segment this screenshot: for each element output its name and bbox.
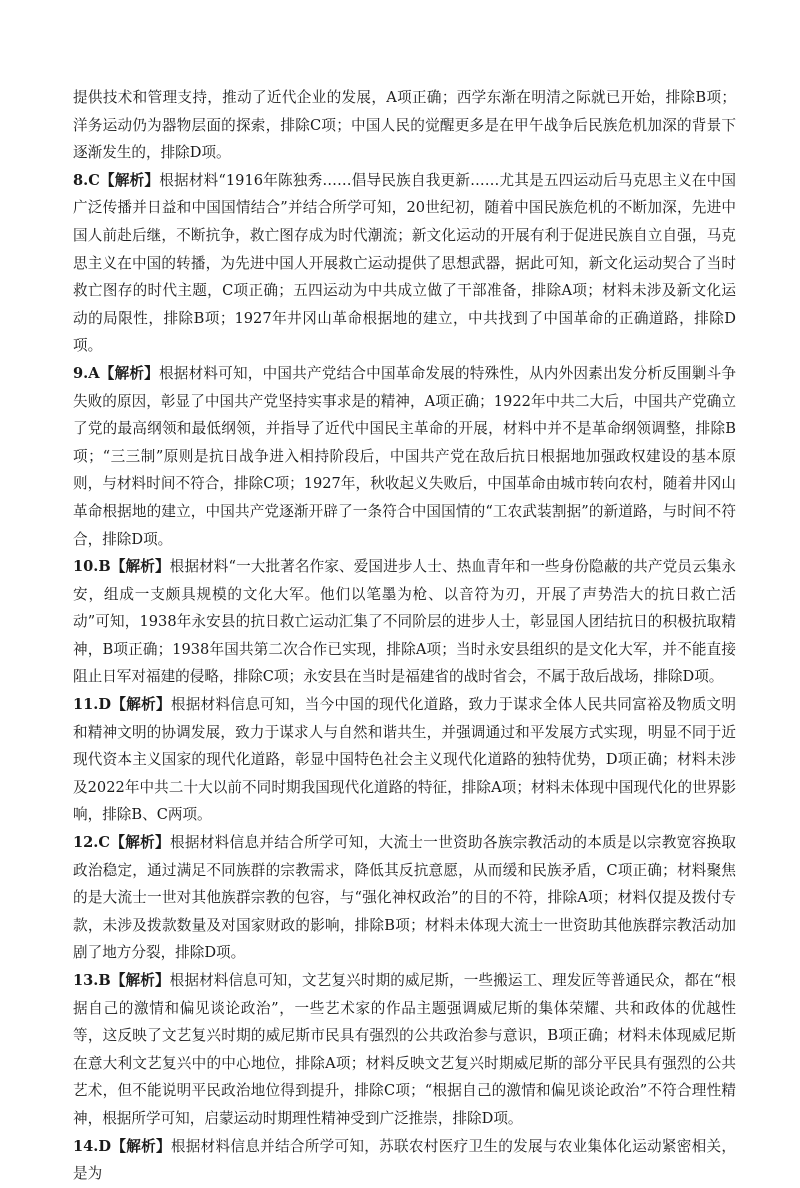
answer-paragraph-10 (73, 553, 736, 691)
answer-paragraph-14 (73, 1133, 736, 1188)
answer-label: 14.D【解析】 (73, 1137, 171, 1155)
answer-paragraph-7-continued (73, 84, 736, 167)
answer-label: 9.A【解析】 (73, 364, 159, 382)
paragraph-text: 根据材料信息并结合所学可知，大流士一世资助各族宗教活动的本质是以宗教宽容换取政治稳定，通过满足不同族群的宗教需求，降低其反抗意愿，从而缓和民族矛盾，C项正确；材料聚焦的是大流士一世对其他族群宗教的包容，与“强化神权政治”的目的不符，排除A项；材料仅提及拨付专款，未涉及拨款数量及对国家财政的影响，排除B项；材料未体现大流士一世资助其他族群宗教活动加剧了地方分裂，排除D项。 (73, 834, 736, 962)
answer-paragraph-8 (73, 167, 736, 360)
answer-paragraph-13 (73, 967, 736, 1133)
paragraph-text: 根据材料“一大批著名作家、爱国进步人士、热血青年和一些身份隐蔽的共产党员云集永安，组成一支颇具规模的文化大军。他们以笔墨为枪、以音符为刃，开展了声势浩大的抗日救亡活动”可知，1938年永安县的抗日救亡运动汇集了不同阶层的进步人士，彰显国人团结抗日的积极抗取精神，B项正确；1938年国共第二次合作已实现，排除A项；当时永安县组织的是文化大军，并不能直接阻止日军对福建的侵略，排除C项；永安县在当时是福建省的战时省会，不属于敌后战场，排除D项。 (73, 558, 736, 686)
paragraph-text: 根据材料“1916年陈独秀……倡导民族自我更新……尤其是五四运动后马克思主义在中国广泛传播并日益和中国国情结合”并结合所学可知，20世纪初，随着中国民族危机的不断加深，先进中国人前赴后继，不断抗争，救亡图存成为时代潮流；新文化运动的开展有利于促进民族自立自强，马克思主义在中国的转播，为先进中国人开展救亡运动提供了思想武器，据此可知，新文化运动契合了当时救亡图存的时代主题，C项正确；五四运动为中共成立做了干部准备，排除A项；材料未涉及新文化运动的局限性，排除B项；1927年井冈山革命根据地的建立，中共找到了中国革命的正确道路，排除D项。 (73, 171, 736, 355)
paragraph-text: 根据材料可知，中国共产党结合中国革命发展的特殊性，从内外因素出发分析反围剿斗争失败的原因，彰显了中国共产党坚持实事求是的精神，A项正确；1922年中共二大后，中国共产党确立了党的最高纲领和最低纲领，并指导了近代中国民主革命的开展，材料中并不是革命纲领调整，排除B项；“三三制”原则是抗日战争进入相持阶段后，中国共产党在敌后抗日根据地加强政权建设的基本原则，与材料时间不符合，排除C项；1927年，秋收起义失败后，中国革命由城市转向农村，随着井冈山革命根据地的建立，中国共产党逐渐开辟了一条符合中国国情的“工农武装割据”的新道路，与时间不符合，排除D项。 (73, 364, 736, 548)
answer-label: 8.C【解析】 (73, 171, 160, 189)
answer-label: 13.B【解析】 (73, 972, 170, 989)
paragraph-text: 提供技术和管理支持，推动了近代企业的发展，A项正确；西学东渐在明清之际就已开始，排除B项；洋务运动仍为器物层面的探索，排除C项；中国人民的觉醒更多是在甲午战争后民族危机加深的背景下逐渐发生的，排除D项。 (73, 89, 736, 162)
paragraph-text: 根据材料信息并结合所学可知，苏联农村医疗卫生的发展与农业集体化运动紧密相关，是为 (73, 1137, 736, 1183)
answer-label: 10.B【解析】 (73, 558, 170, 576)
answer-label: 12.C【解析】 (73, 834, 170, 852)
answer-label: 11.D【解析】 (73, 696, 171, 714)
answer-paragraph-9 (73, 360, 736, 553)
paragraph-text: 根据材料信息可知，当今中国的现代化道路，致力于谋求全体人民共同富裕及物质文明和精神文明的协调发展，致力于谋求人与自然和谐共生，并强调通过和平发展方式实现，明显不同于近现代资本主义国家的现代化道路，彰显中国特色社会主义现代化道路的独特优势，D项正确；材料未涉及2022年中共二十大以前不同时期我国现代化道路的特征，排除A项；材料未体现中国现代化的世界影响，排除B、C两项。 (73, 696, 736, 824)
paragraph-text: 根据材料信息可知，文艺复兴时期的威尼斯，一些搬运工、理发匠等普通民众，都在“根据自己的激情和偏见谈论政治”，一些艺术家的作品主题强调威尼斯的集体荣耀、共和政体的优越性等，这反映了文艺复兴时期的威尼斯市民具有强烈的公共政治参与意识，B项正确；材料未体现威尼斯在意大利文艺复兴中的中心地位，排除A项；材料反映文艺复兴时期威尼斯的部分平民具有强烈的公共艺术，但不能说明平民政治地位得到提升，排除C项；“根据自己的激情和偏见谈论政治”不符合理性精神，根据所学可知，启蒙运动时期理性精神受到广泛推崇，排除D项。 (73, 972, 736, 1127)
answer-paragraph-12 (73, 829, 736, 967)
answer-paragraph-11 (73, 691, 736, 829)
